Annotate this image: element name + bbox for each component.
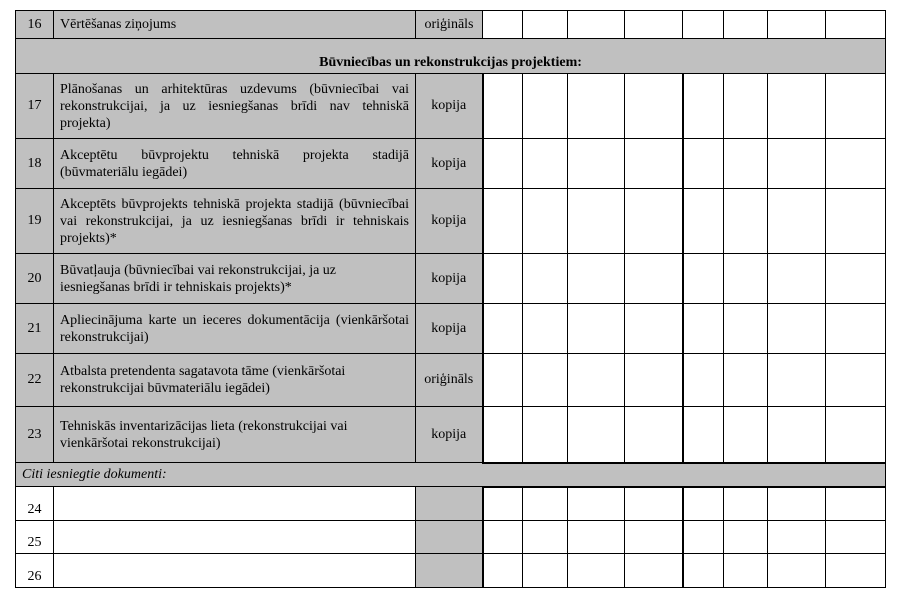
check-cell[interactable] bbox=[568, 304, 625, 354]
check-cell[interactable] bbox=[625, 304, 683, 354]
check-cell[interactable] bbox=[768, 139, 826, 189]
check-cell[interactable] bbox=[625, 521, 683, 554]
check-cell[interactable] bbox=[523, 11, 568, 39]
document-description: Akceptētu būvprojektu tehniskā projekta stadijā (būvmateriālu iegādei) bbox=[54, 139, 416, 189]
check-cell[interactable] bbox=[523, 521, 568, 554]
check-cell[interactable] bbox=[523, 74, 568, 139]
row-number: 23 bbox=[16, 407, 54, 463]
table-row bbox=[16, 554, 886, 588]
row-number: 24 bbox=[16, 487, 54, 521]
check-cell[interactable] bbox=[483, 11, 523, 39]
document-status: kopija bbox=[416, 254, 483, 304]
document-status: kopija bbox=[416, 74, 483, 139]
document-description: Apliecinājuma karte un ieceres dokumentācija (vienkāršotai rekonstrukcijai) bbox=[54, 304, 416, 354]
check-cell[interactable] bbox=[826, 407, 886, 463]
check-cell[interactable] bbox=[523, 139, 568, 189]
section-header-row bbox=[16, 39, 886, 74]
check-cell[interactable] bbox=[568, 554, 625, 588]
check-cell[interactable] bbox=[625, 74, 683, 139]
check-cell[interactable] bbox=[683, 74, 724, 139]
check-cell[interactable] bbox=[568, 139, 625, 189]
document-status: oriģināls bbox=[416, 11, 483, 39]
check-cell[interactable] bbox=[683, 254, 724, 304]
table-row bbox=[16, 407, 886, 463]
check-cell[interactable] bbox=[483, 139, 523, 189]
check-cell[interactable] bbox=[768, 254, 826, 304]
check-cell[interactable] bbox=[683, 189, 724, 254]
row-number: 16 bbox=[16, 11, 54, 39]
table-row bbox=[16, 254, 886, 304]
check-cell[interactable] bbox=[826, 139, 886, 189]
document-status: kopija bbox=[416, 304, 483, 354]
document-description: Atbalsta pretendenta sagatavota tāme (vienkāršotai rekonstrukcijai būvmateriālu iegādei) bbox=[54, 354, 416, 407]
row-number: 19 bbox=[16, 189, 54, 254]
check-cell[interactable] bbox=[768, 521, 826, 554]
check-cell[interactable] bbox=[625, 354, 683, 407]
check-cell[interactable] bbox=[826, 554, 886, 588]
check-cell[interactable] bbox=[683, 407, 724, 463]
check-cell[interactable] bbox=[768, 189, 826, 254]
row-number: 21 bbox=[16, 304, 54, 354]
check-cell[interactable] bbox=[523, 254, 568, 304]
row-number: 22 bbox=[16, 354, 54, 407]
subheader-row bbox=[16, 463, 886, 487]
check-cell[interactable] bbox=[568, 254, 625, 304]
document-status-cell bbox=[416, 521, 483, 554]
document-status-cell bbox=[416, 554, 483, 588]
document-status-cell bbox=[416, 487, 483, 521]
check-cell[interactable] bbox=[483, 554, 523, 588]
check-cell[interactable] bbox=[724, 521, 768, 554]
check-cell[interactable] bbox=[724, 304, 768, 354]
check-cell[interactable] bbox=[826, 254, 886, 304]
check-cell[interactable] bbox=[724, 189, 768, 254]
check-cell[interactable] bbox=[568, 189, 625, 254]
check-cell[interactable] bbox=[568, 521, 625, 554]
check-cell[interactable] bbox=[625, 487, 683, 521]
document-status: oriģināls bbox=[416, 354, 483, 407]
check-cell[interactable] bbox=[826, 304, 886, 354]
check-cell[interactable] bbox=[523, 304, 568, 354]
document-checklist-table bbox=[15, 10, 886, 588]
check-cell[interactable] bbox=[625, 189, 683, 254]
check-cell[interactable] bbox=[483, 354, 523, 407]
table-row bbox=[16, 521, 886, 554]
check-cell[interactable] bbox=[683, 139, 724, 189]
check-cell[interactable] bbox=[683, 554, 724, 588]
other-documents-label: Citi iesniegtie dokumenti: bbox=[16, 463, 886, 487]
document-description: Būvatļauja (būvniecībai vai rekonstrukcijai, ja uz iesniegšanas brīdi ir tehniskais projekts)* bbox=[54, 254, 416, 304]
check-cell[interactable] bbox=[768, 354, 826, 407]
document-name-input[interactable] bbox=[54, 554, 416, 588]
check-cell[interactable] bbox=[625, 11, 683, 39]
check-cell[interactable] bbox=[724, 487, 768, 521]
table-row bbox=[16, 139, 886, 189]
check-cell[interactable] bbox=[768, 554, 826, 588]
table-row bbox=[16, 11, 886, 39]
check-cell[interactable] bbox=[826, 11, 886, 39]
check-cell[interactable] bbox=[724, 74, 768, 139]
check-cell[interactable] bbox=[568, 354, 625, 407]
check-cell[interactable] bbox=[768, 74, 826, 139]
check-cell[interactable] bbox=[724, 11, 768, 39]
document-status: kopija bbox=[416, 189, 483, 254]
check-cell[interactable] bbox=[768, 487, 826, 521]
check-cell[interactable] bbox=[683, 304, 724, 354]
check-cell[interactable] bbox=[483, 74, 523, 139]
check-cell[interactable] bbox=[826, 354, 886, 407]
table-row bbox=[16, 189, 886, 254]
check-cell[interactable] bbox=[724, 407, 768, 463]
check-cell[interactable] bbox=[568, 487, 625, 521]
check-cell[interactable] bbox=[625, 254, 683, 304]
document-description: Plānošanas un arhitektūras uzdevums (būvniecībai vai rekonstrukcijai, ja uz iesniegšanas brīdi nav tehniskā projekta) bbox=[54, 74, 416, 139]
check-cell[interactable] bbox=[523, 189, 568, 254]
document-name-input[interactable] bbox=[54, 487, 416, 521]
check-cell[interactable] bbox=[483, 407, 523, 463]
check-cell[interactable] bbox=[568, 74, 625, 139]
check-cell[interactable] bbox=[568, 407, 625, 463]
table-row bbox=[16, 354, 886, 407]
check-cell[interactable] bbox=[625, 407, 683, 463]
check-cell[interactable] bbox=[523, 354, 568, 407]
check-cell[interactable] bbox=[683, 11, 724, 39]
document-status: kopija bbox=[416, 139, 483, 189]
document-description: Akceptēts būvprojekts tehniskā projekta stadijā (būvniecībai vai rekonstrukcijai, ja uz iesniegšanas brīdi ir tehniskais projekts)* bbox=[54, 189, 416, 254]
table-row bbox=[16, 487, 886, 521]
row-number: 26 bbox=[16, 554, 54, 588]
check-cell[interactable] bbox=[724, 139, 768, 189]
check-cell[interactable] bbox=[625, 139, 683, 189]
check-cell[interactable] bbox=[724, 554, 768, 588]
check-cell[interactable] bbox=[523, 407, 568, 463]
document-name-input[interactable] bbox=[54, 521, 416, 554]
check-cell[interactable] bbox=[768, 407, 826, 463]
check-cell[interactable] bbox=[483, 487, 523, 521]
check-cell[interactable] bbox=[826, 189, 886, 254]
check-cell[interactable] bbox=[483, 189, 523, 254]
check-cell[interactable] bbox=[683, 521, 724, 554]
row-number: 20 bbox=[16, 254, 54, 304]
document-description: Tehniskās inventarizācijas lieta (rekonstrukcijai vai vienkāršotai rekonstrukcijai) bbox=[54, 407, 416, 463]
document-status: kopija bbox=[416, 407, 483, 463]
table-row bbox=[16, 304, 886, 354]
check-cell[interactable] bbox=[483, 254, 523, 304]
check-cell[interactable] bbox=[826, 487, 886, 521]
check-cell[interactable] bbox=[768, 304, 826, 354]
check-cell[interactable] bbox=[683, 487, 724, 521]
row-number: 25 bbox=[16, 521, 54, 554]
check-cell[interactable] bbox=[483, 304, 523, 354]
check-cell[interactable] bbox=[523, 554, 568, 588]
check-cell[interactable] bbox=[826, 74, 886, 139]
check-cell[interactable] bbox=[768, 11, 826, 39]
check-cell[interactable] bbox=[625, 554, 683, 588]
check-cell[interactable] bbox=[568, 11, 625, 39]
check-cell[interactable] bbox=[724, 254, 768, 304]
document-description: Vērtēšanas ziņojums bbox=[54, 11, 416, 39]
check-cell[interactable] bbox=[826, 521, 886, 554]
row-number: 17 bbox=[16, 74, 54, 139]
check-cell[interactable] bbox=[683, 354, 724, 407]
section-title: Būvniecības un rekonstrukcijas projektiem: bbox=[16, 39, 886, 74]
table-row bbox=[16, 74, 886, 139]
check-cell[interactable] bbox=[724, 354, 768, 407]
row-number: 18 bbox=[16, 139, 54, 189]
check-cell[interactable] bbox=[523, 487, 568, 521]
check-cell[interactable] bbox=[483, 521, 523, 554]
